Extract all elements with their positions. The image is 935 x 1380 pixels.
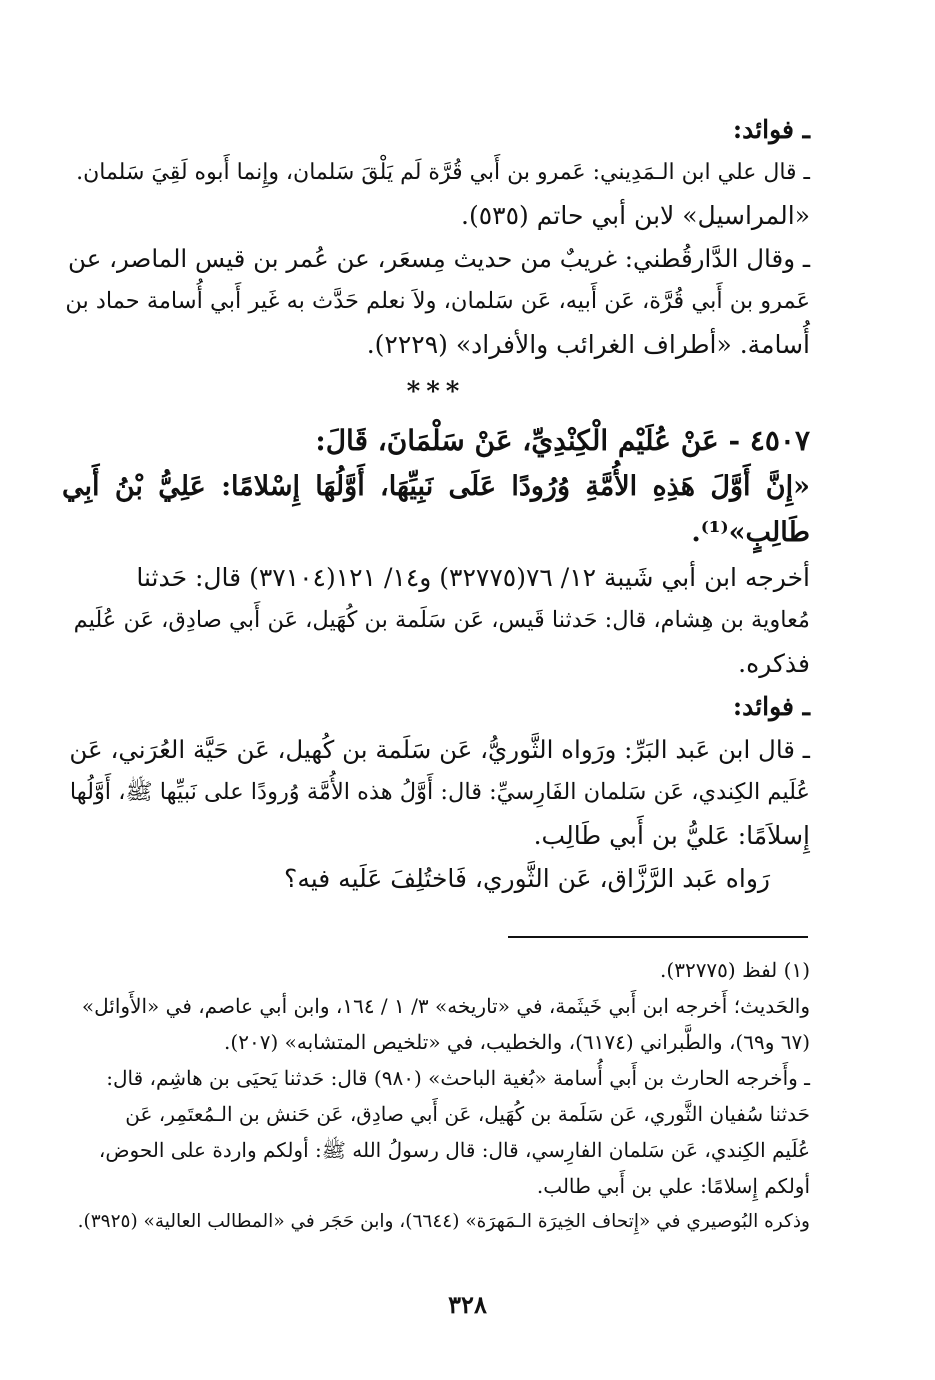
footnote-line: (٦٧ و٦٩)، والطَّبراني (٦١٧٤)، والخطيب، في «تلخيص المتشابه» (٢٠٧). [224, 1030, 810, 1054]
footnote-line: عُلَيم الكِندي، عَن سَلمان الفارِسي، قال: قال رسولُ الله ﷺ: أولكم واردة على الحوض، [98, 1138, 810, 1162]
footnote-line: (١) لفظ (٣٢٧٧٥). [660, 958, 810, 982]
fawaid-line: ـ قال ابن عَبد البَرِّ: ورَواه الثَّوريُّ، عَن سَلَمة بن كُهيل، عَن حَيَّة العُرَني، عَن [69, 735, 810, 764]
main-text [62, 108, 810, 900]
footnotes [62, 952, 810, 1240]
text-line: أُسامة. «أطراف الغرائب والأفراد» (٢٢٢٩). [366, 330, 810, 359]
fawaid-line: إِسلاَمًا: عَليُّ بن أَبي طَالِب. [533, 821, 810, 850]
text-line: عَمرو بن أَبي قُرَّة، عَن أَبيه، عَن سَلمان، ولاَ نعلم حَدَّث به غَير أَبي أُسامة حماد بن [65, 288, 810, 314]
footnote-line: وذكره البُوصيري في «إِتحاف الخِيرَة الـمَهرَة» (٦٦٤٤)، وابن حَجَر في «المطالب العالية» (٣٩٢٥). [77, 1211, 810, 1232]
text-line: ـ قال علي ابن الـمَدِيني: عَمرو بن أَبي قُرَّة لَم يَلْقَ سَلمان، وإِنما أَبوه لَقِيَ سَلمان. [76, 160, 810, 185]
takhrij-line: أخرجه ابن أبي شَيبة ١٢/ ٧٦(٣٢٧٧٥) و١٤/ ١٢١(٣٧١٠٤) قال: حَدثنا [136, 563, 810, 592]
hadith-heading: ٤٥٠٧ - عَنْ عُلَيْم الْكِنْدِيِّ، عَنْ سَلْمَانَ، قَالَ: [315, 424, 810, 457]
section-separator: *** [406, 377, 466, 407]
text-line: «المراسيل» لابن أبي حاتم (٥٣٥). [461, 201, 810, 230]
footnote-line: حَدثنا سُفيان الثَّوري، عَن سَلَمة بن كُهَيل، عَن أَبي صادِق، عَن حَنش بن الـمُعتَمِر، عَن [125, 1102, 810, 1126]
page-number: ٣٢٨ [448, 1290, 487, 1319]
footnote-divider [508, 936, 808, 938]
fawaid-line: رَواه عَبد الرَّزَّاق، عَن الثَّوري، فَاختُلِفَ عَلَيه فيه؟ [284, 864, 770, 893]
takhrij-line: مُعاوية بن هِشام، قال: حَدثنا قَيس، عَن سَلَمة بن كُهَيل، عَن أَبي صادِق، عَن عُلَيم [73, 607, 810, 633]
fawaid-heading: ـ فوائد: [732, 115, 810, 144]
hadith-text: «إِنَّ أَوَّلَ هَذِهِ الأُمَّةِ وُرُودًا عَلَى نَبِيِّهَا، أَوَّلُهَا إِسْلامًا: عَلِيُّ بْنُ أَبِي طَالِبٍ»⁽¹⁾. [62, 471, 810, 548]
footnote-line: أولكم إِسلامًا: علي بن أَبي طالب. [536, 1174, 810, 1198]
footnote-line: والحَديث؛ أَخرجه ابن أَبي خَيثَمة، في «تاريخه» ٣/ ١ / ١٦٤، وابن أبي عاصم، في «الأَوائل» [81, 994, 810, 1018]
fawaid-line: عُلَيم الكِندي، عَن سَلمان الفَارِسيِّ: قال: أَوَّلُ هذه الأُمَّة وُرودًا على نَبيِّها ﷺ، أَوَّلُها [69, 779, 810, 805]
footnote-line: ـ وأَخرجه الحارث بن أَبي أُسامة «بُغية الباحث» (٩٨٠) قال: حَدثنا يَحيَى بن هاشِم، قال: [106, 1066, 810, 1090]
fawaid-heading: ـ فوائد: [732, 692, 810, 721]
takhrij-line: فذكره. [738, 649, 810, 678]
text-line: ـ وقال الدَّارقُطني: غريبٌ من حديث مِسعَر، عن عُمر بن قيس الماصر، عن [68, 244, 810, 273]
